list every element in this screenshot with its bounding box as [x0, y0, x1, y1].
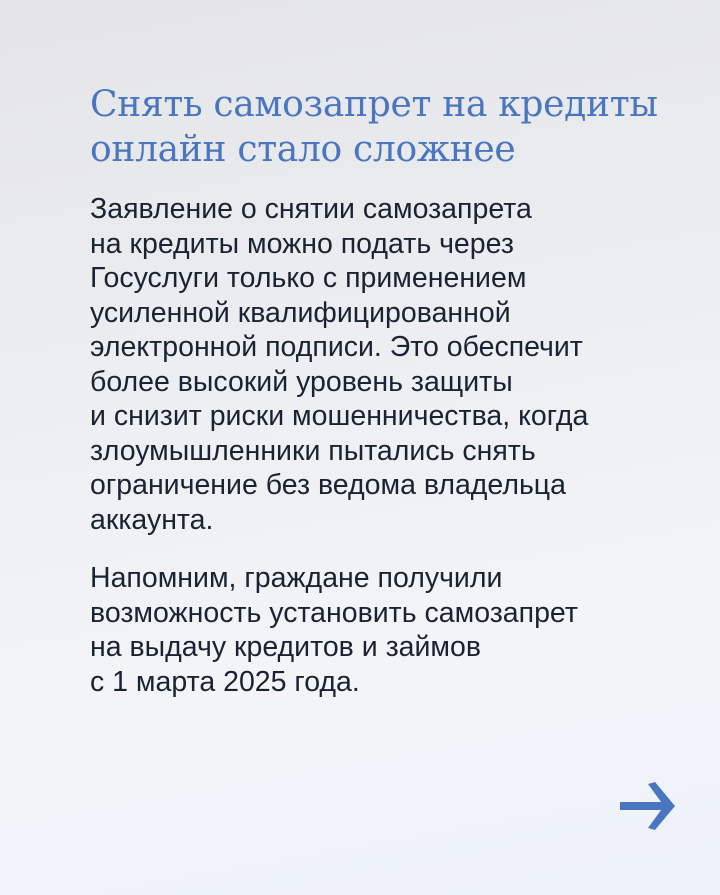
text-line: на выдачу кредитов и займов — [90, 631, 481, 663]
text-line: более высокий уровень защиты — [90, 365, 513, 398]
text-line: и снизит риски мошенничества, когда — [90, 400, 589, 432]
text-line: Госуслуги только с применением — [90, 262, 527, 294]
text-line: ограничение без ведома владельца — [90, 469, 566, 501]
next-button[interactable] — [618, 782, 676, 830]
page-title — [90, 82, 658, 172]
text-line: усиленной квалифицированной — [90, 296, 511, 329]
text-line: на кредиты можно подать через — [90, 227, 514, 260]
text-line: электронной подписи. Это обеспечит — [90, 331, 583, 363]
title-line: Снять самозапрет на кредиты — [90, 84, 658, 125]
text-line: возможность установить самозапрет — [90, 596, 578, 629]
text-line: аккаунта. — [90, 503, 214, 536]
body-text — [90, 192, 690, 723]
text-line: Напомним, граждане получили — [90, 562, 503, 594]
paragraph-2 — [90, 561, 690, 699]
paragraph-1 — [90, 192, 690, 537]
text-line: Заявление о снятии самозапрета — [90, 193, 532, 225]
title-line: онлайн стало сложнее — [90, 129, 516, 170]
arrow-right-icon — [618, 782, 676, 830]
text-line: с 1 марта 2025 года. — [90, 665, 360, 698]
text-line: злоумышленники пытались снять — [90, 434, 536, 467]
